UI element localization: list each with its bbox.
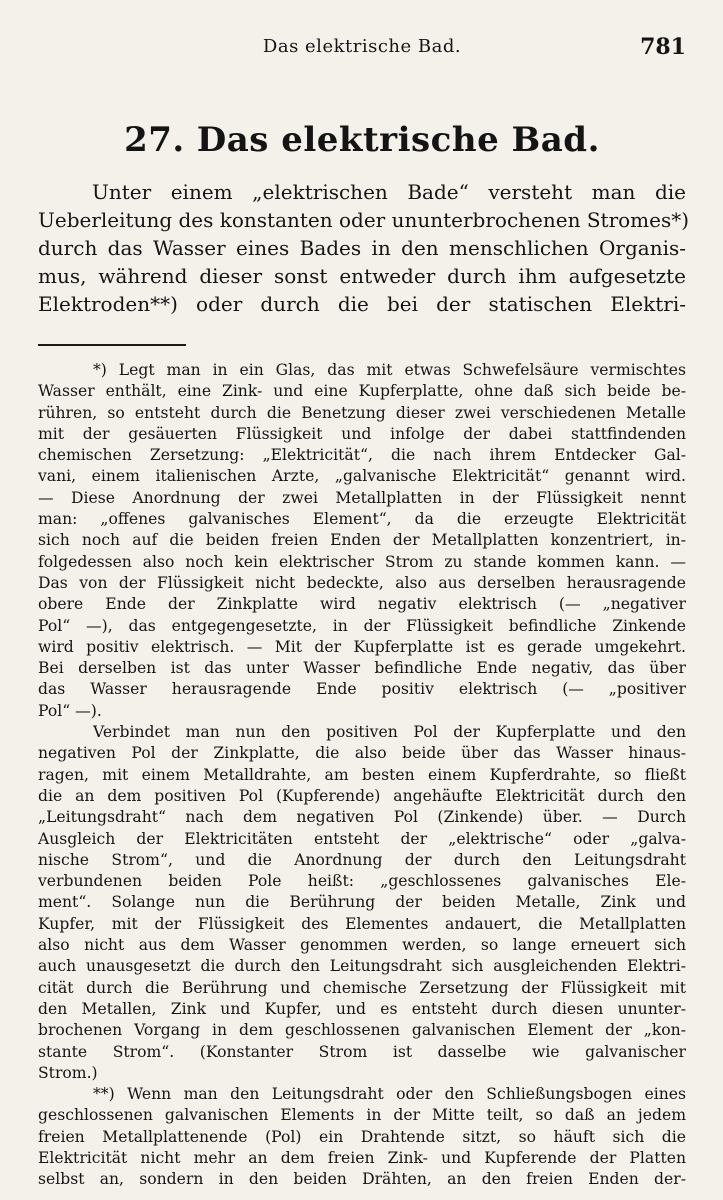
footnote-line: man: „offenes galvanisches Element“, da die erzeugte Elektricität [38, 510, 686, 529]
footnote-line: sich noch auf die beiden freien Enden der Metallplatten konzentriert, in- [38, 531, 686, 550]
body-line: Ueberleitung des konstanten oder ununterbrochenen Stromes*) [38, 208, 690, 232]
chapter-number: 27. [124, 120, 185, 160]
footnote-line: freien Metallplattenende (Pol) ein Drahtende sitzt, so häuft sich die [38, 1127, 686, 1146]
footnote-line: vani, einem italienischen Arzte, „galvanische Elektricität“ genannt wird. [38, 467, 686, 486]
footnote-line: mit der gesäuerten Flüssigkeit und infolge der dabei stattfindenden [38, 424, 686, 443]
footnote-line: nische Strom“, und die Anordnung der durch den Leitungsdraht [38, 850, 686, 869]
footnote-line: auch unausgesetzt die durch den Leitungsdraht sich ausgleichenden Elektri- [38, 957, 686, 976]
footnotes [38, 360, 686, 1191]
footnote-line: das Wasser herausragende Ende positiv elektrisch (— „positiver [38, 680, 686, 699]
footnote-line: rühren, so entsteht durch die Benetzung dieser zwei verschiedenen Metalle [38, 403, 686, 422]
body-line: Elektroden**) oder durch die bei der statischen Elektri- [38, 292, 686, 316]
footnote-line: *) Legt man in ein Glas, das mit etwas Schwefelsäure vermischtes [93, 361, 686, 379]
footnote-line: Ausgleich der Elektricitäten entsteht der „elektrische“ oder „galva- [38, 829, 686, 848]
footnote-line: Pol“ —). [38, 701, 102, 720]
footnote-line: Kupfer, mit der Flüssigkeit des Elementes andauert, die Metallplatten [38, 914, 686, 933]
footnote-line: cität durch die Berührung und chemische Zersetzung der Flüssigkeit mit [38, 978, 686, 997]
footnote-line: folgedessen also noch kein elektrischer Strom zu stande kommen kann. — [38, 552, 686, 571]
body-line: durch das Wasser eines Bades in den menschlichen Organis- [38, 236, 686, 260]
footnote-line: selbst an, sondern in den beiden Drähten, an den freien Enden der- [38, 1170, 686, 1189]
chapter-heading [38, 120, 686, 160]
footnote-line: Strom.) [38, 1063, 98, 1082]
footnote-line: negativen Pol der Zinkplatte, die also beide über das Wasser hinaus- [38, 744, 686, 763]
footnote-line: Pol“ —), das entgegengesetzte, in der Flüssigkeit befindliche Zinkende [38, 616, 686, 635]
running-title: Das elektrische Bad. [262, 36, 462, 57]
footnote-line: „Leitungsdraht“ nach dem negativen Pol (Zinkende) über. — Durch [38, 808, 686, 827]
footnote-line: stante Strom“. (Konstanter Strom ist dasselbe wie galvanischer [38, 1042, 686, 1061]
footnote-line: Verbindet man nun den positiven Pol der Kupferplatte und den [93, 723, 686, 742]
footnote-line: brochenen Vorgang in dem geschlossenen galvanischen Element der „kon- [38, 1021, 686, 1040]
footnote-line: Elektricität nicht mehr an dem freien Zink- und Kupferende der Platten [38, 1148, 686, 1167]
footnote-line: den Metallen, Zink und Kupfer, und es entsteht durch diesen ununter- [38, 999, 686, 1018]
footnote-line: chemischen Zersetzung: „Elektricität“, die nach ihrem Entdecker Gal- [38, 446, 686, 465]
footnote-line: ment“. Solange nun die Berührung der beiden Metalle, Zink und [38, 893, 686, 912]
body-line: Unter einem „elektrischen Bade“ versteht man die [92, 180, 686, 204]
footnote-line: Bei derselben ist das unter Wasser befindliche Ende negativ, das über [38, 659, 686, 678]
body-paragraph [38, 178, 690, 318]
running-header [38, 30, 686, 70]
footnote-line: geschlossenen galvanischen Elements in der Mitte teilt, so daß an jedem [38, 1106, 686, 1125]
footnote-line: Wasser enthält, eine Zink- und eine Kupferplatte, ohne daß sich beide be- [38, 382, 686, 401]
footnote-line: — Diese Anordnung der zwei Metallplatten in der Flüssigkeit nennt [38, 488, 686, 507]
body-line: mus, während dieser sonst entweder durch ihm aufgesetzte [38, 264, 686, 288]
footnote-line: die an dem positiven Pol (Kupferende) angehäufte Elektricität durch den [38, 786, 686, 805]
footnote-line: also nicht aus dem Wasser genommen werden, so lange erneuert sich [38, 936, 686, 955]
footnote-line: obere Ende der Zinkplatte wird negativ elektrisch (— „negativer [38, 595, 686, 614]
footnote-line: ragen, mit einem Metalldrahte, am besten einem Kupferdrahte, so fließt [38, 765, 686, 784]
book-page [38, 30, 690, 1189]
footnote-line: **) Wenn man den Leitungsdraht oder den Schließungsbogen eines [93, 1085, 686, 1104]
footnote-line: wird positiv elektrisch. — Mit der Kupferplatte ist es gerade umgekehrt. [38, 637, 686, 656]
footnote-rule [38, 344, 186, 346]
footnote-line: Das von der Flüssigkeit nicht bedeckte, also aus derselben herausragende [38, 573, 686, 592]
chapter-title: Das elektrische Bad. [196, 120, 600, 160]
footnote-line: verbundenen beiden Pole heißt: „geschlossenes galvanisches Ele- [38, 872, 686, 891]
page-number: 781 [640, 34, 686, 60]
